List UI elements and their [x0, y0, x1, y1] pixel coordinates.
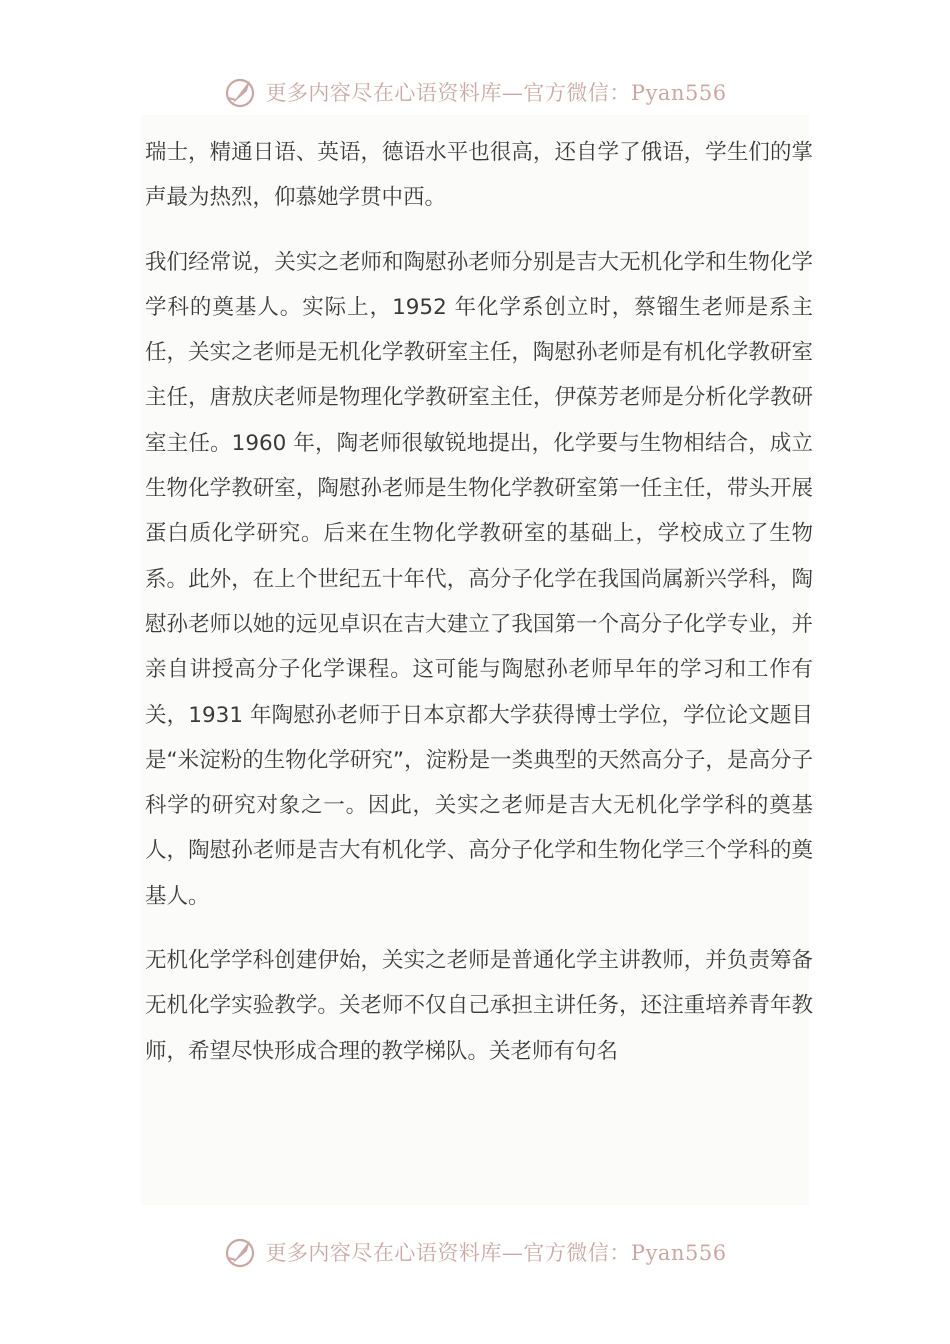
paragraph: 瑞士，精通日语、英语，德语水平也很高，还自学了俄语，学生们的掌声最为热烈，仰慕她学贯中西。 [145, 140, 813, 211]
paragraph: 无机化学学科创建伊始，关实之老师是普通化学主讲教师，并负责筹备无机化学实验教学。关老师不仅自己承担主讲任务，还注重培养青年教师，希望尽快形成合理的教学梯队。关老师有句名 [145, 948, 813, 1064]
footer-watermark [0, 1232, 950, 1272]
feather-logo-icon [223, 1234, 259, 1270]
feather-logo-icon [223, 74, 259, 110]
paragraph: 我们经常说，关实之老师和陶慰孙老师分别是吉大无机化学和生物化学学科的奠基人。实际上，1952 年化学系创立时，蔡镏生老师是系主任，关实之老师是无机化学教研室主任，陶慰孙老师是有机化学教研室主任，唐敖庆老师是物理化学教研室主任，伊葆芳老师是分析化学教研室主任。1960 年，陶老师很敏锐地提出，化学要与生物相结合，成立生物化学教研室，陶慰孙老师是生物化学教研室第一任主任，带头开展蛋白质化学研究。后来在生物化学教研室的基础上，学校成立了生物系。此外，在上个世纪五十年代，高分子化学在我国尚属新兴学科，陶慰孙老师以她的远见卓识在吉大建立了我国第一个高分子化学专业，并亲自讲授高分子化学课程。这可能与陶慰孙老师早年的学习和工作有关，1931 年陶慰孙老师于日本京都大学获得博士学位，学位论文题目是“米淀粉的生物化学研究”，淀粉是一类典型的天然高分子，是高分子科学的研究对象之一。因此，关实之老师是吉大无机化学学科的奠基人，陶慰孙老师是吉大有机化学、高分子化学和生物化学三个学科的奠基人。 [145, 249, 813, 909]
document-body [145, 130, 813, 1093]
header-watermark [0, 72, 950, 112]
watermark-text: 更多内容尽在心语资料库—官方微信：Pyan556 [265, 81, 727, 105]
watermark-text: 更多内容尽在心语资料库—官方微信：Pyan556 [265, 1241, 727, 1265]
